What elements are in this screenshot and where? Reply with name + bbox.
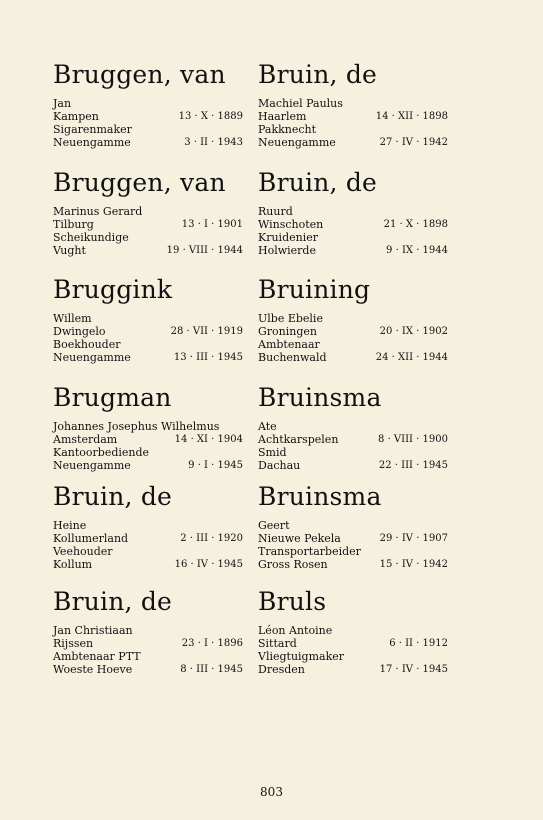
- death-place: Kollum: [53, 558, 93, 571]
- occupation-row: [258, 545, 458, 558]
- occupation: Kruidenier: [258, 231, 319, 244]
- occupation: Pakknecht: [258, 123, 317, 136]
- birth-place: Winschoten: [258, 218, 324, 231]
- death-place: Dresden: [258, 663, 305, 676]
- occupation-row: [258, 123, 458, 136]
- given-names: Machiel Paulus: [258, 97, 343, 110]
- given-names: Heine: [53, 519, 87, 532]
- entry-left-2: [53, 168, 253, 257]
- occupation-row: [258, 338, 458, 351]
- death-row: [53, 663, 253, 676]
- birth-place: Haarlem: [258, 110, 307, 123]
- surname: Bruining: [258, 275, 371, 304]
- birth-row: [258, 325, 458, 338]
- birth-date: 20 · IX · 1902: [379, 326, 448, 337]
- birth-row: [258, 532, 458, 545]
- occupation-row: [258, 650, 458, 663]
- death-place: Neuengamme: [53, 136, 131, 149]
- given-names: Johannes Josephus Wilhelmus: [53, 420, 220, 433]
- birth-row: [258, 218, 458, 231]
- entry-left-6: [53, 587, 253, 676]
- occupation: Scheikundige: [53, 231, 129, 244]
- death-place: Dachau: [258, 459, 301, 472]
- given-names: Geert: [258, 519, 290, 532]
- birth-place: Tilburg: [53, 218, 94, 231]
- occupation-row: [53, 446, 253, 459]
- birth-row: [258, 433, 458, 446]
- death-place: Neuengamme: [53, 459, 131, 472]
- birth-row: [53, 110, 253, 123]
- given-names: Jan Christiaan: [53, 624, 133, 637]
- death-date: 3 · II · 1943: [184, 137, 243, 148]
- birth-row: [53, 218, 253, 231]
- death-date: 24 · XII · 1944: [375, 352, 448, 363]
- surname: Bruin, de: [53, 482, 173, 511]
- entry-left-5: [53, 482, 253, 571]
- given-names: Ruurd: [258, 205, 293, 218]
- surname: Bruggen, van: [53, 168, 226, 197]
- birth-date: 2 · III · 1920: [180, 533, 243, 544]
- death-place: Neuengamme: [258, 136, 336, 149]
- surname: Bruin, de: [258, 60, 378, 89]
- birth-row: [53, 325, 253, 338]
- occupation-row: [53, 545, 253, 558]
- occupation-row: [53, 650, 253, 663]
- death-row: [258, 136, 458, 149]
- entry-left-3: [53, 275, 253, 364]
- given-names: Willem: [53, 312, 92, 325]
- birth-place: Groningen: [258, 325, 317, 338]
- entry-left-4: [53, 383, 253, 472]
- surname: Bruin, de: [53, 587, 173, 616]
- occupation-row: [53, 231, 253, 244]
- occupation: Vliegtuigmaker: [258, 650, 345, 663]
- surname: Bruin, de: [258, 168, 378, 197]
- death-date: 13 · III · 1945: [173, 352, 243, 363]
- birth-date: 8 · VIII · 1900: [378, 434, 448, 445]
- occupation-row: [53, 123, 253, 136]
- birth-row: [53, 433, 253, 446]
- occupation: Ambtenaar: [258, 338, 320, 351]
- occupation: Veehouder: [53, 545, 113, 558]
- surname: Bruggen, van: [53, 60, 226, 89]
- surname: Brugman: [53, 383, 172, 412]
- entry-right-3: [258, 275, 458, 364]
- birth-place: Kampen: [53, 110, 99, 123]
- occupation: Transportarbeider: [258, 545, 361, 558]
- birth-date: 23 · I · 1896: [181, 638, 243, 649]
- entry-left-1: [53, 60, 253, 149]
- death-date: 9 · IX · 1944: [386, 245, 448, 256]
- birth-place: Achtkarspelen: [258, 433, 339, 446]
- birth-place: Rijssen: [53, 637, 94, 650]
- entry-right-4: [258, 383, 458, 472]
- occupation: Sigarenmaker: [53, 123, 132, 136]
- death-place: Vught: [53, 244, 86, 257]
- death-date: 8 · III · 1945: [180, 664, 243, 675]
- page-number: 803: [260, 785, 283, 799]
- death-row: [53, 351, 253, 364]
- death-place: Holwierde: [258, 244, 316, 257]
- death-date: 27 · IV · 1942: [379, 137, 448, 148]
- birth-date: 28 · VII · 1919: [170, 326, 243, 337]
- birth-place: Sittard: [258, 637, 297, 650]
- given-names: Jan: [53, 97, 72, 110]
- occupation: Smid: [258, 446, 287, 459]
- birth-date: 29 · IV · 1907: [379, 533, 448, 544]
- birth-place: Kollumerland: [53, 532, 129, 545]
- birth-place: Amsterdam: [53, 433, 118, 446]
- surname: Bruls: [258, 587, 327, 616]
- birth-date: 21 · X · 1898: [383, 219, 448, 230]
- death-row: [258, 558, 458, 571]
- occupation-row: [53, 338, 253, 351]
- birth-row: [53, 532, 253, 545]
- surname: Bruggink: [53, 275, 173, 304]
- entry-right-1: [258, 60, 458, 149]
- birth-row: [53, 637, 253, 650]
- occupation: Kantoorbediende: [53, 446, 150, 459]
- given-names: Marinus Gerard: [53, 205, 143, 218]
- given-names: Ulbe Ebelie: [258, 312, 323, 325]
- death-date: 22 · III · 1945: [378, 460, 448, 471]
- death-date: 16 · IV · 1945: [174, 559, 243, 570]
- death-place: Woeste Hoeve: [53, 663, 133, 676]
- birth-place: Dwingelo: [53, 325, 106, 338]
- surname: Bruinsma: [258, 383, 382, 412]
- death-date: 17 · IV · 1945: [379, 664, 448, 675]
- birth-row: [258, 637, 458, 650]
- death-row: [258, 459, 458, 472]
- occupation-row: [258, 231, 458, 244]
- entry-right-2: [258, 168, 458, 257]
- death-date: 19 · VIII · 1944: [166, 245, 243, 256]
- death-date: 9 · I · 1945: [188, 460, 243, 471]
- entry-right-6: [258, 587, 458, 676]
- birth-date: 14 · XII · 1898: [375, 111, 448, 122]
- birth-place: Nieuwe Pekela: [258, 532, 341, 545]
- surname: Bruinsma: [258, 482, 382, 511]
- given-names: Léon Antoine: [258, 624, 333, 637]
- death-row: [53, 244, 253, 257]
- occupation: Ambtenaar PTT: [53, 650, 141, 663]
- death-row: [53, 136, 253, 149]
- given-names: Ate: [258, 420, 277, 433]
- death-row: [53, 558, 253, 571]
- birth-row: [258, 110, 458, 123]
- occupation-row: [258, 446, 458, 459]
- birth-date: 13 · X · 1889: [178, 111, 243, 122]
- occupation: Boekhouder: [53, 338, 121, 351]
- death-place: Neuengamme: [53, 351, 131, 364]
- death-row: [53, 459, 253, 472]
- death-row: [258, 351, 458, 364]
- death-place: Buchenwald: [258, 351, 327, 364]
- birth-date: 13 · I · 1901: [181, 219, 243, 230]
- death-row: [258, 663, 458, 676]
- birth-date: 14 · XI · 1904: [174, 434, 243, 445]
- death-date: 15 · IV · 1942: [379, 559, 448, 570]
- death-place: Gross Rosen: [258, 558, 328, 571]
- death-row: [258, 244, 458, 257]
- birth-date: 6 · II · 1912: [389, 638, 448, 649]
- entry-right-5: [258, 482, 458, 571]
